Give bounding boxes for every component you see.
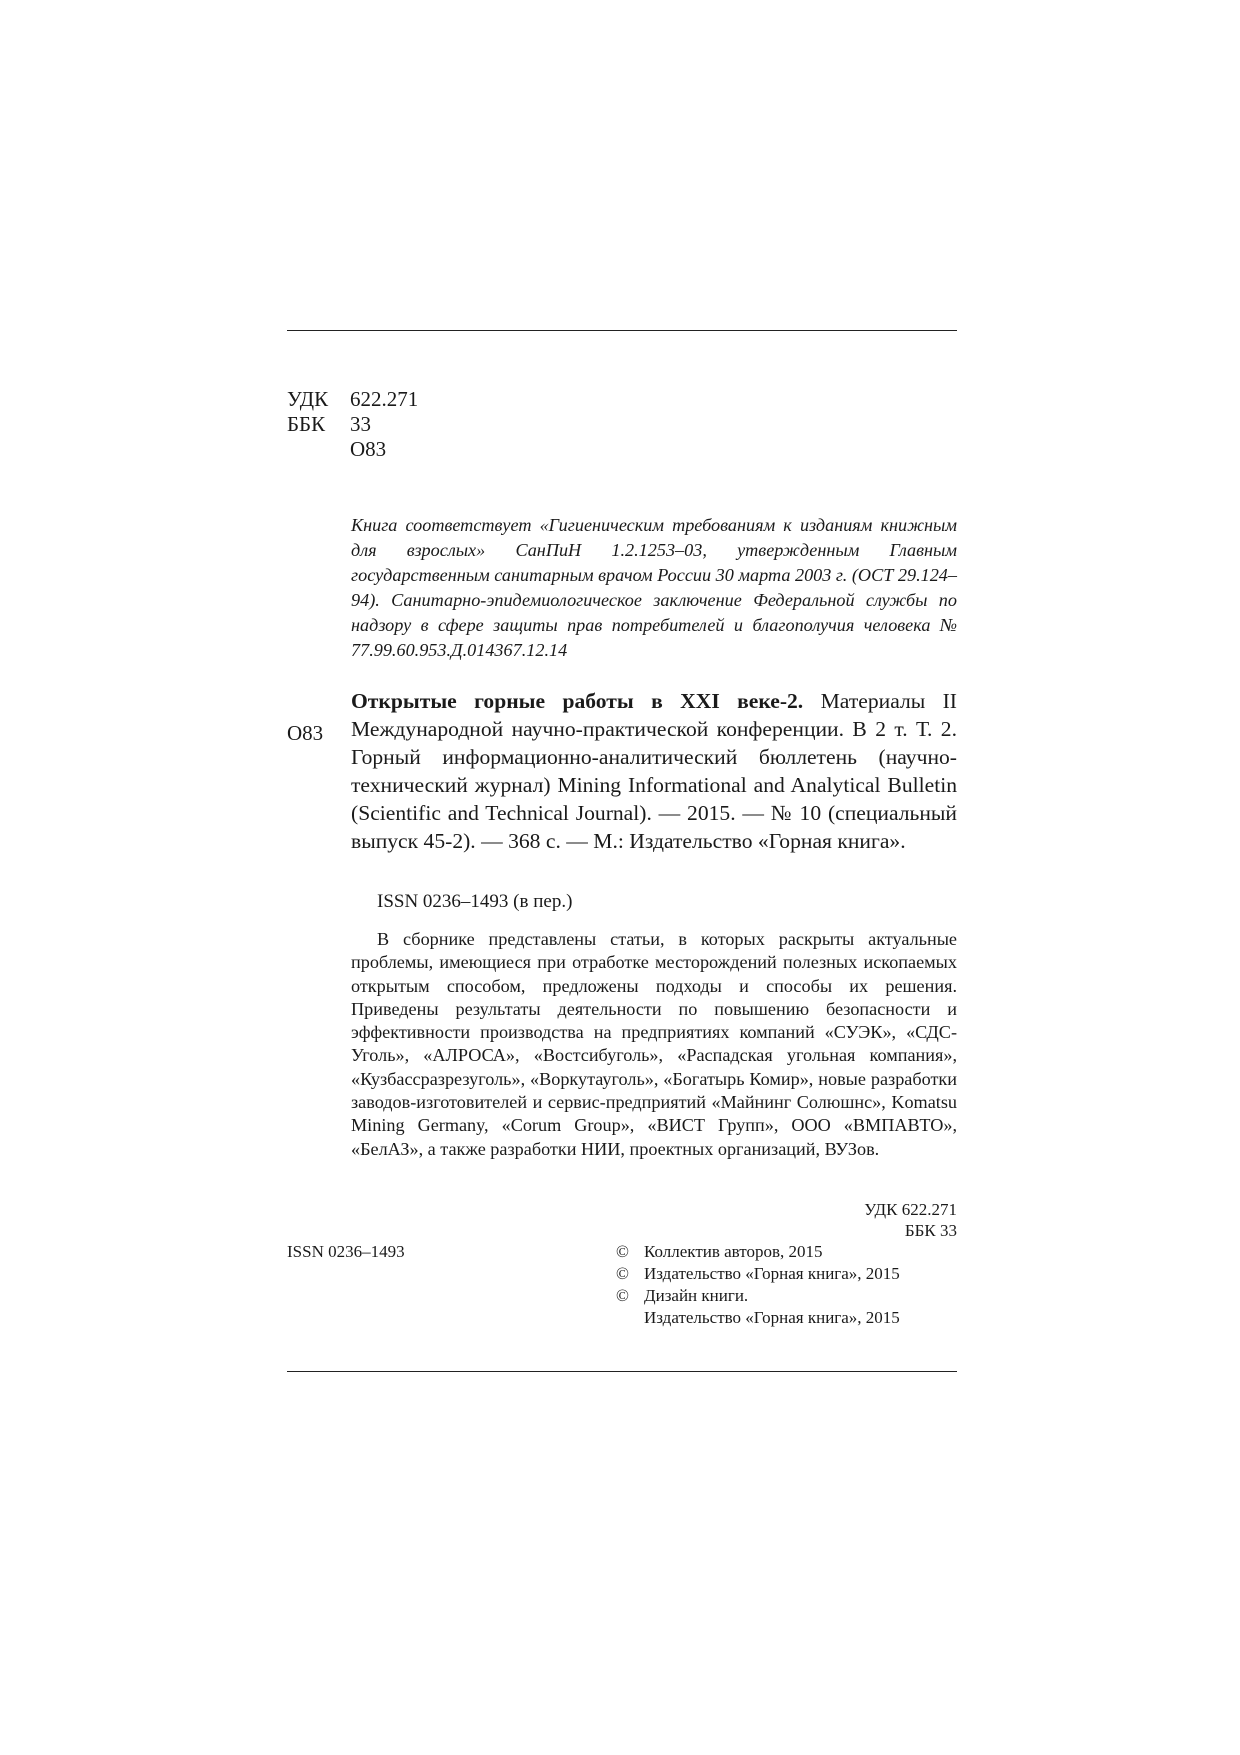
- udk-label: УДК: [287, 387, 329, 411]
- footer-issn: ISSN 0236–1493: [287, 1242, 405, 1261]
- bottom-rule: [287, 1371, 957, 1372]
- issn-line: ISSN 0236–1493 (в пер.): [377, 891, 573, 912]
- copyright-publisher: Издательство «Горная книга», 2015: [644, 1264, 900, 1283]
- book-title: Открытые горные работы в XXI веке-2.: [351, 689, 804, 713]
- copyright-icon: ©: [616, 1264, 629, 1283]
- copyright-authors: Коллектив авторов, 2015: [644, 1242, 823, 1261]
- annotation: В сборнике представлены статьи, в которых раскрыты актуальные проблемы, имеющиеся при отработке месторождений полезных ископаемых открытым способом, предложены подходы и способы их решения. Приведены результаты деятельности по повышению безопасности и эффективности производства на предприятиях компаний «СУЭК», «СДС-Уголь», «АЛРОСА», «Востсибуголь», «Распадская угольная компания», «Кузбассразрезуголь», «Воркутауголь», «Богатырь Комир», новые разработки заводов-изготовителей и сервис-предприятий «Майнинг Солюшнс», Komatsu Mining Germany, «Corum Group», «ВИСТ Групп», ООО «ВМПАВТО», «БелАЗ», а также разработки НИИ, проектных организаций, ВУЗов.: [351, 929, 957, 1159]
- copyright-design: Дизайн книги.: [644, 1286, 749, 1305]
- author-mark: О83: [350, 437, 387, 461]
- copyright-design-publisher: Издательство «Горная книга», 2015: [644, 1308, 900, 1327]
- copyright-icon: ©: [616, 1242, 629, 1261]
- bibliographic-description: [351, 687, 957, 855]
- bbk-label: ББК: [287, 412, 326, 436]
- footer-bbk: ББК 33: [904, 1221, 957, 1240]
- hygiene-note: Книга соответствует «Гигиеническим требованиям к изданиям книжным для взрослых» СанПиН 1.2.1253–03, утвержденным Главным государственным санитарным врачом России 30 марта 2003 г. (ОСТ 29.124–94). Санитарно-эпидемиологическое заключение Федеральной службы по надзору в сфере защиты прав потребителей и благополучия человека № 77.99.60.953.Д.014367.12.14: [351, 515, 957, 660]
- bbk-value: 33: [350, 412, 371, 436]
- entry-code: О83: [287, 721, 324, 745]
- udk-value: 622.271: [350, 387, 419, 411]
- description-text: Материалы II Международной научно-практической конференции. В 2 т. Т. 2. Горный информационно-аналитический бюллетень (научно-технический журнал) Mining Informational and Analytical Bulletin (Scientific and Technical Journal). — 2015. — № 10 (специальный выпуск 45-2). — 368 с. — М.: Издательство «Горная книга».: [351, 689, 957, 853]
- copyright-block: [616, 1241, 961, 1329]
- copyright-icon: ©: [616, 1286, 629, 1305]
- footer-classification: [864, 1199, 957, 1241]
- top-rule: [287, 330, 957, 331]
- footer-udk: УДК 622.271: [864, 1200, 957, 1219]
- classification-block: [287, 387, 418, 462]
